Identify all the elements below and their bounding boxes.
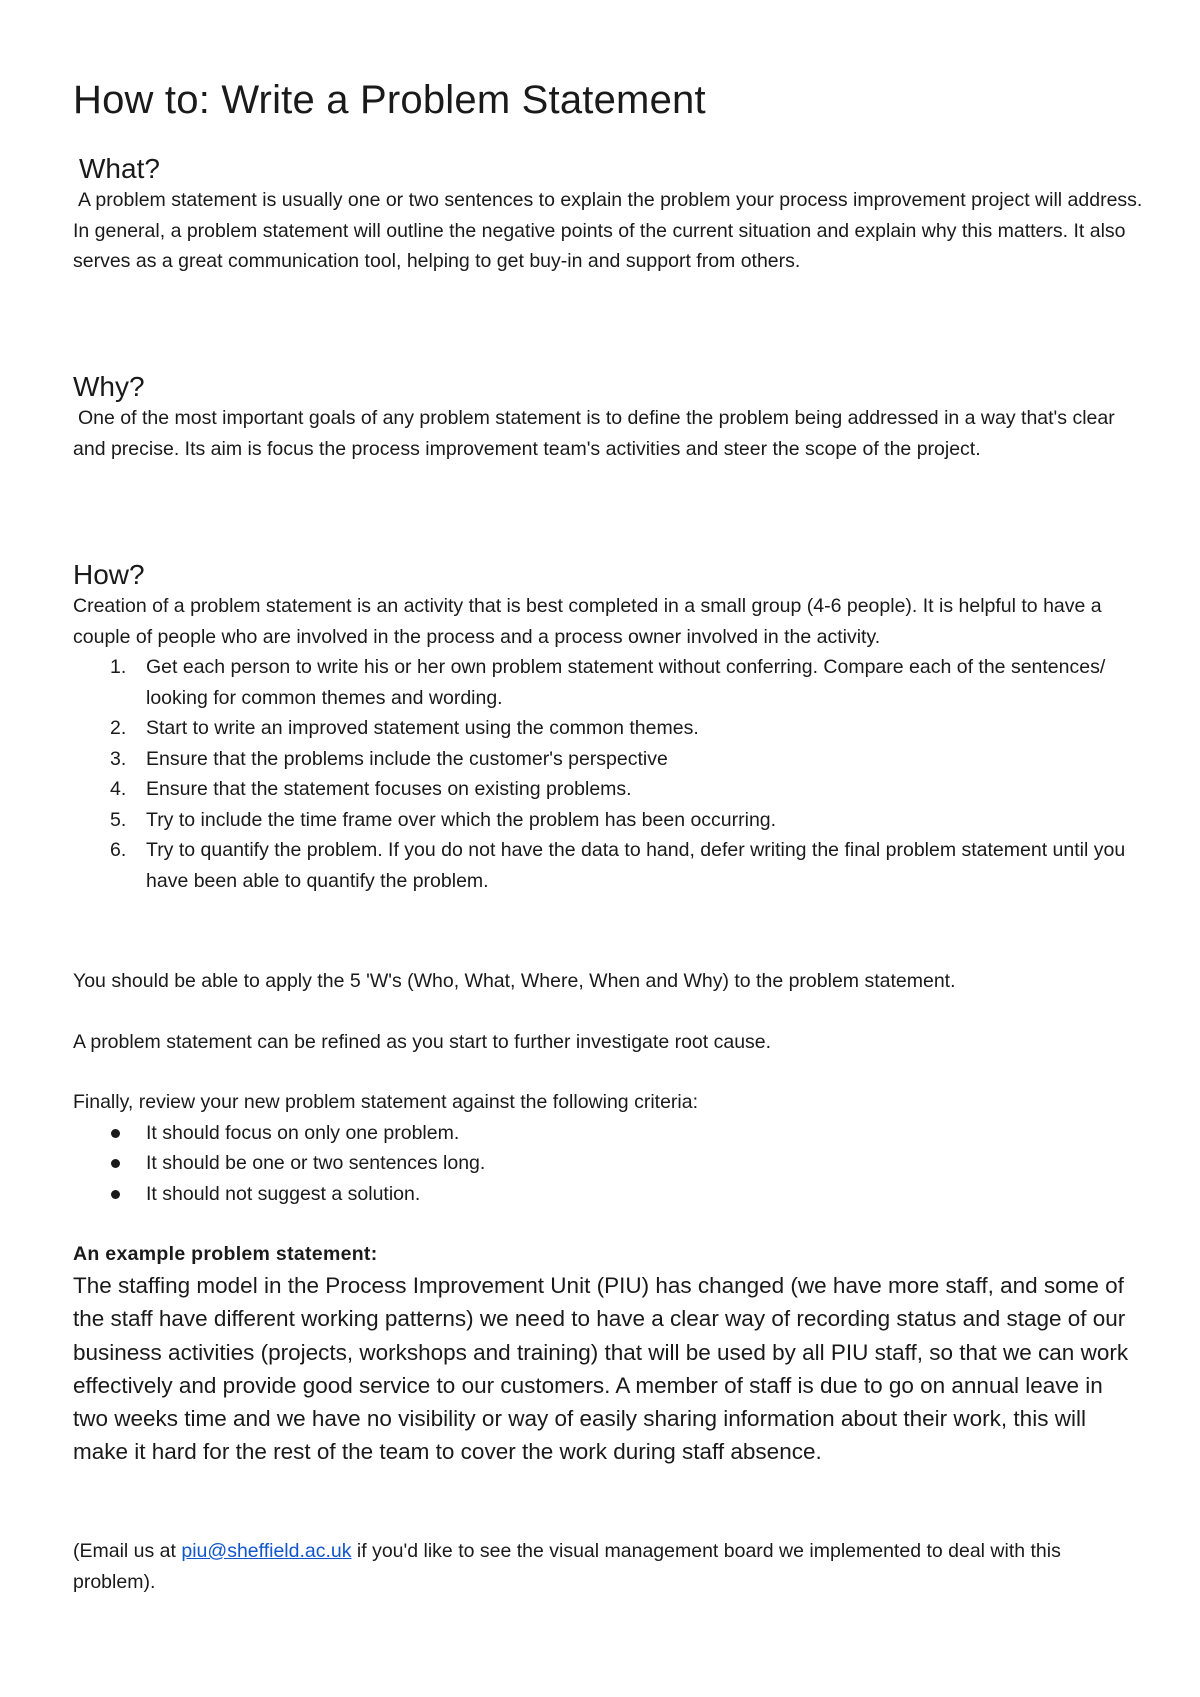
step-number: 1. [110,656,127,678]
criteria-item [73,1118,1143,1149]
how-heading: How? [73,559,145,590]
step-item [73,774,1143,805]
step-item [73,805,1143,836]
bullet-icon [111,1190,120,1199]
criteria-list [73,1118,1143,1210]
bullet-icon [111,1129,120,1138]
step-item [73,835,1143,896]
refine-text: A problem statement can be refined as you start to further investigate root cause. [73,1031,772,1053]
five-ws-text: You should be able to apply the 5 'W's (Who, What, Where, When and Why) to the problem statement. [73,970,956,992]
criteria-item [73,1179,1143,1210]
step-text: Get each person to write his or her own problem statement without conferring. Compare each of the sentences/ looking for common themes and wording. [146,656,1106,709]
step-number: 3. [110,747,127,770]
criteria-text: It should not suggest a solution. [146,1182,421,1205]
example-section [73,1239,1143,1469]
step-number: 2. [110,717,127,739]
page-title: How to: Write a Problem Statement [73,78,706,122]
why-section [73,370,1143,464]
contact-prefix: (Email us at [73,1540,182,1562]
example-heading: An example problem statement: [73,1243,378,1265]
how-section [73,558,1143,896]
bullet-icon [111,1159,120,1168]
step-text: Try to include the time frame over which the problem has been occurring. [146,808,777,831]
step-text: Try to quantify the problem. If you do not have the data to hand, defer writing the final problem statement until you have been able to quantify the problem. [146,839,1126,892]
step-item [73,744,1143,775]
criteria-text: It should be one or two sentences long. [146,1152,486,1174]
what-section [73,152,1143,277]
what-body: A problem statement is usually one or two sentences to explain the problem your process improvement project will address. In general, a problem statement will outline the negative points of the current situation and explain why this matters. It also serves as a great communication tool, helping to get buy-in and support from others. [73,189,1143,272]
step-item [73,652,1143,713]
step-text: Start to write an improved statement using the common themes. [146,717,699,739]
step-number: 5. [110,808,127,831]
criteria-text: It should focus on only one problem. [146,1121,460,1144]
what-heading: What? [79,153,160,184]
steps-list [73,652,1143,896]
step-item [73,713,1143,744]
example-body: The staffing model in the Process Improvement Unit (PIU) has changed (we have more staff, and some of the staff have different working patterns) we need to have a clear way of recording status and stage of our business activities (projects, workshops and training) that will be used by all PIU staff, so that we can work effectively and provide good service to our customers. A member of staff is due to go on annual leave in two weeks time and we have no visibility or way of easily sharing information about their work, this will make it hard for the rest of the team to cover the work during staff absence. [73,1273,1129,1465]
contact-text [73,1536,1143,1597]
criteria-item [73,1148,1143,1179]
step-number: 4. [110,778,127,800]
criteria-intro: Finally, review your new problem statement against the following criteria: [73,1091,698,1113]
criteria-section [73,1087,1143,1209]
contact-suffix: if you'd like to see the visual management board we implemented to deal with this problem). [73,1540,1061,1593]
step-text: Ensure that the problems include the customer's perspective [146,747,668,770]
email-link[interactable]: piu@sheffield.ac.uk [181,1540,352,1562]
why-body: One of the most important goals of any problem statement is to define the problem being addressed in a way that's clear and precise. Its aim is focus the process improvement team's activities and steer the scope of the project. [73,407,1115,460]
step-text: Ensure that the statement focuses on existing problems. [146,778,632,800]
step-number: 6. [110,839,127,861]
why-heading: Why? [73,371,145,402]
how-intro: Creation of a problem statement is an activity that is best completed in a small group (4-6 people). It is helpful to have a couple of people who are involved in the process and a process owner involved in the activity. [73,595,1102,648]
